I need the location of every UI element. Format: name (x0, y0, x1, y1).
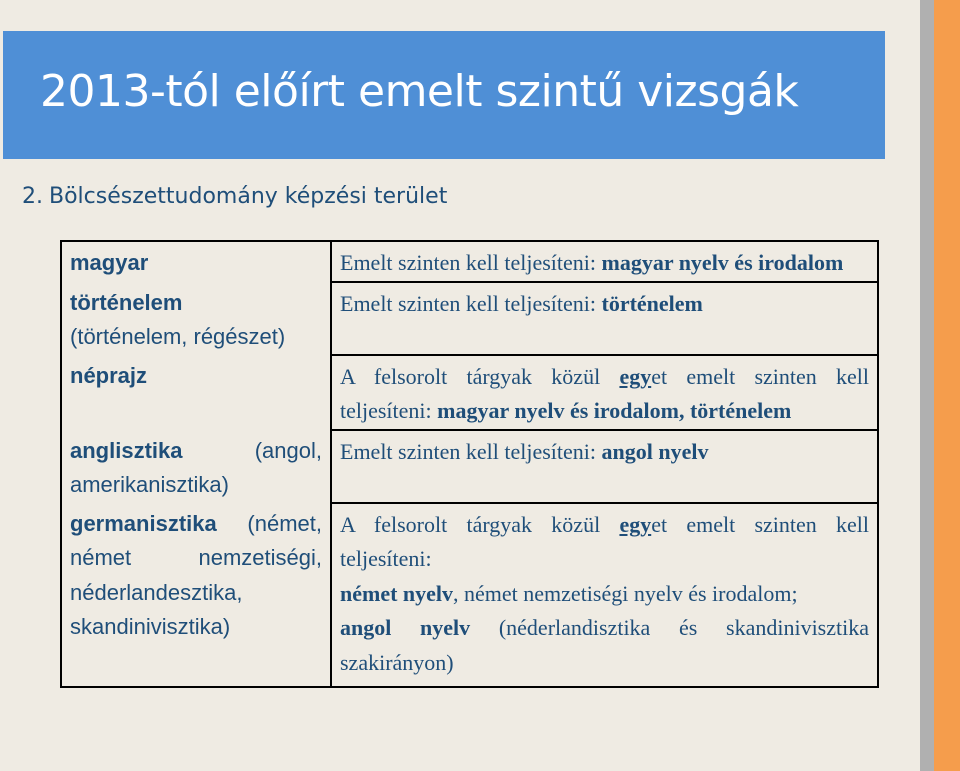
subject-detail: amerikanisztika) (70, 472, 229, 497)
table-row (61, 241, 878, 282)
subject-name: germanisztika (70, 510, 217, 536)
subject-cell (61, 241, 331, 282)
requirement-cell (331, 430, 878, 503)
requirement-emphasis: egy (619, 511, 652, 537)
subject-detail: (német, (247, 510, 322, 536)
requirement-subject: történelem (601, 290, 703, 316)
table-row (61, 503, 878, 688)
requirement-cell (331, 241, 878, 282)
accent-stripe-gray (920, 0, 934, 771)
requirement-prefix: Emelt szinten kell teljesíteni: (340, 290, 602, 316)
table-row (61, 430, 878, 503)
requirement-prefix: Emelt szinten kell teljesíteni: (340, 250, 602, 275)
requirement-cell (331, 503, 878, 688)
requirement-subject: német nyelv (340, 580, 454, 606)
subject-detail: skandinivisztika) (70, 614, 231, 639)
subject-detail: német (70, 545, 132, 570)
requirement-emphasis: egy (619, 363, 652, 389)
requirement-prefix: A felsorolt tárgyak közül (340, 511, 620, 537)
subject-name: anglisztika (70, 437, 183, 463)
requirement-subject: magyar nyelv és irodalom, történelem (437, 398, 792, 423)
table-row (61, 282, 878, 355)
subject-cell (61, 282, 331, 355)
slide-title: 2013-tól előírt emelt szintű vizsgák (40, 66, 799, 117)
subject-name: magyar (70, 250, 149, 275)
accent-stripe-orange (934, 0, 960, 771)
table-row (61, 355, 878, 430)
requirement-subject: magyar nyelv és irodalom (601, 250, 844, 275)
subject-name: néprajz (70, 362, 148, 388)
subject-name: történelem (70, 289, 183, 315)
requirement-text: (néderlandisztika és skandinivisztika szakirányon) (340, 615, 869, 675)
subtitle-number: 2. (22, 184, 43, 209)
requirement-prefix: A felsorolt tárgyak közül (340, 363, 620, 389)
requirement-text: , német nemzetiségi nyelv és irodalom; (453, 580, 798, 606)
subject-cell (61, 503, 331, 688)
exam-requirements-table (60, 240, 879, 688)
requirement-text: et emelt szinten kell teljesíteni: (340, 363, 869, 423)
requirement-subject: angol nyelv (340, 615, 471, 640)
subject-detail: (angol, (254, 437, 322, 463)
requirement-prefix: Emelt szinten kell teljesíteni: (340, 438, 602, 464)
subject-detail: néderlandesztika, (70, 579, 243, 605)
requirement-cell (331, 355, 878, 430)
section-subtitle (22, 184, 447, 209)
subject-cell (61, 430, 331, 503)
subject-detail: nemzetiségi, (198, 545, 322, 570)
subtitle-text: Bölcsészettudomány képzési terület (49, 184, 448, 209)
requirement-subject: angol nyelv (601, 438, 709, 464)
subject-detail: (történelem, régészet) (70, 324, 286, 349)
subject-cell (61, 355, 331, 430)
requirement-cell (331, 282, 878, 355)
requirement-text: et emelt szinten kell teljesíteni: (340, 511, 869, 571)
